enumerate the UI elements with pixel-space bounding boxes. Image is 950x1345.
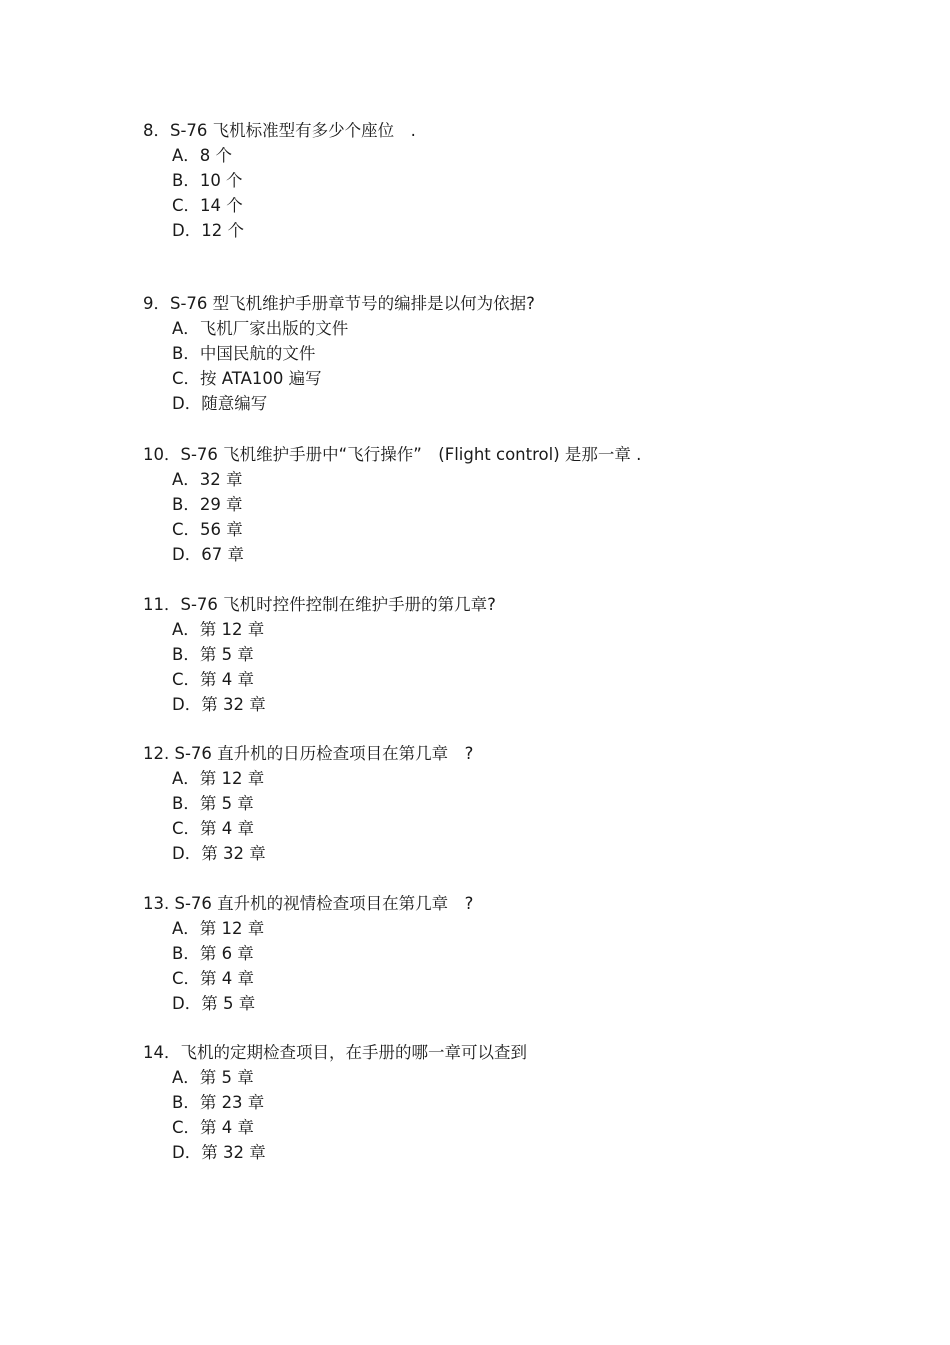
question-8 [143, 118, 416, 243]
option-b: B．第 5 章 [172, 645, 254, 664]
option-c: C．第 4 章 [172, 819, 255, 838]
option-b: B．中国民航的文件 [172, 344, 316, 363]
question-stem: 12. S-76 直升机的日历检查项目在第几章 ? [143, 744, 474, 763]
question-11 [143, 592, 496, 717]
question-14 [143, 1040, 527, 1165]
option-c: C．14 个 [172, 196, 243, 215]
question-stem: 9．S-76 型飞机维护手册章节号的编排是以何为依据? [143, 294, 535, 313]
option-c: C．按 ATA100 遍写 [172, 369, 322, 388]
question-10 [143, 442, 641, 567]
question-stem: 11．S-76 飞机时控件控制在维护手册的第几章? [143, 595, 496, 614]
option-b: B．第 23 章 [172, 1093, 265, 1112]
question-13 [143, 891, 473, 1016]
option-b: B．29 章 [172, 495, 243, 514]
option-c: C．第 4 章 [172, 969, 255, 988]
question-stem: 14．飞机的定期检查项目，在手册的哪一章可以查到 [143, 1043, 527, 1062]
option-c: C．第 4 章 [172, 670, 255, 689]
option-d: D．第 32 章 [172, 844, 266, 863]
option-b: B．第 6 章 [172, 944, 254, 963]
option-b: B．10 个 [172, 171, 243, 190]
option-a: A．8 个 [172, 146, 233, 165]
option-c: C．56 章 [172, 520, 243, 539]
question-stem: 8．S-76 飞机标准型有多少个座位 . [143, 121, 416, 140]
question-9 [143, 291, 535, 416]
option-a: A．第 12 章 [172, 919, 265, 938]
option-a: A．第 5 章 [172, 1068, 254, 1087]
option-a: A．第 12 章 [172, 769, 265, 788]
option-a: A．飞机厂家出版的文件 [172, 319, 349, 338]
option-d: D．第 5 章 [172, 994, 256, 1013]
question-stem: 13. S-76 直升机的视情检查项目在第几章 ? [143, 894, 474, 913]
question-stem: 10．S-76 飞机维护手册中“飞行操作” (Flight control) 是那一章 . [143, 445, 642, 464]
question-12 [143, 741, 473, 866]
option-d: D．12 个 [172, 221, 244, 240]
option-a: A．32 章 [172, 470, 243, 489]
option-c: C．第 4 章 [172, 1118, 255, 1137]
option-d: D．第 32 章 [172, 695, 266, 714]
option-d: D．第 32 章 [172, 1143, 266, 1162]
option-d: D．随意编写 [172, 394, 268, 413]
option-d: D．67 章 [172, 545, 244, 564]
option-b: B．第 5 章 [172, 794, 254, 813]
option-a: A．第 12 章 [172, 620, 265, 639]
